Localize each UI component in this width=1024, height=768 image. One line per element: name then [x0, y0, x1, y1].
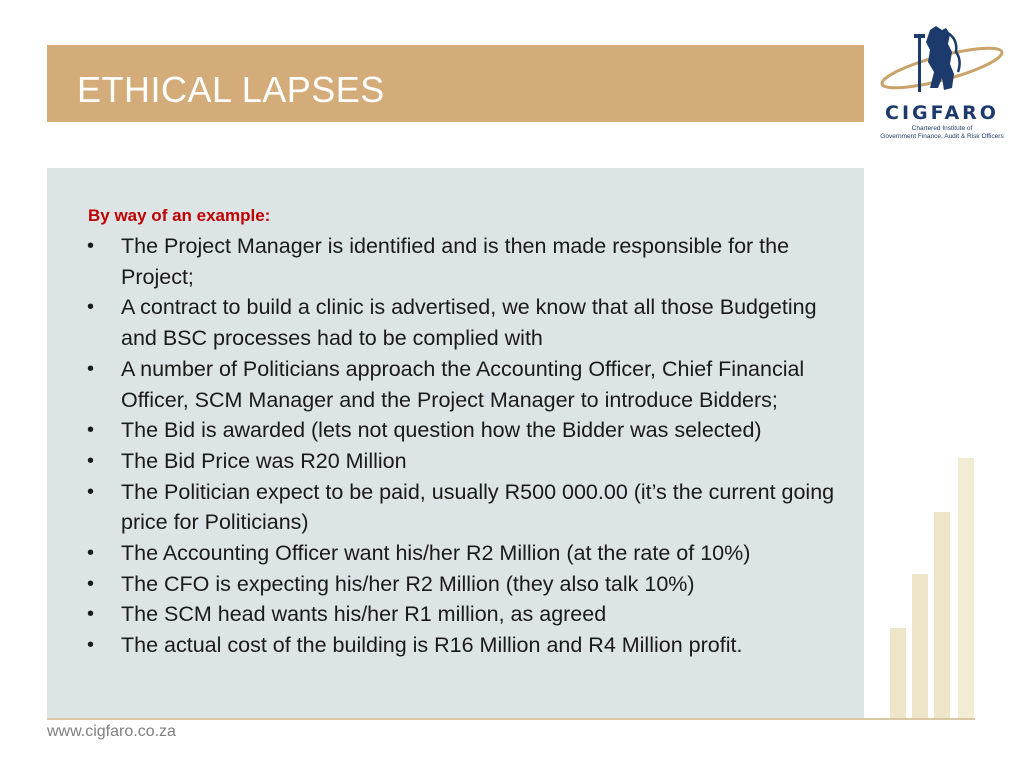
- list-item: [87, 354, 857, 415]
- list-item-text: The Accounting Officer want his/her R2 Million (at the rate of 10%): [121, 541, 751, 566]
- intro-heading: By way of an example:: [88, 206, 271, 225]
- logo-wordmark: CIGFARO: [885, 102, 999, 124]
- list-item-text: The Politician expect to be paid, usually R500 000.00 (it’s the current going price for Politicians): [121, 479, 835, 535]
- bullet-icon: •: [87, 235, 95, 257]
- bullet-icon: •: [87, 296, 95, 319]
- bullet-icon: •: [87, 572, 95, 595]
- list-item: [87, 292, 857, 353]
- list-item: [87, 446, 857, 477]
- slide-title: ETHICAL LAPSES: [77, 69, 385, 110]
- content-panel: [47, 168, 864, 718]
- list-item-text: The SCM head wants his/her R1 million, as agreed: [121, 602, 607, 627]
- list-item: [87, 231, 857, 292]
- logo-subtitle: [872, 125, 1012, 140]
- bullet-icon: •: [87, 480, 95, 503]
- list-item-text: The Bid is awarded (lets not question how the Bidder was selected): [121, 418, 762, 443]
- bullet-icon: •: [87, 603, 95, 626]
- list-item: [87, 477, 857, 538]
- list-item: [87, 415, 857, 446]
- cigfaro-logo: [872, 22, 1012, 142]
- list-item: [87, 630, 857, 661]
- title-bar: [47, 45, 864, 122]
- list-item-text: The Project Manager is identified and is then made responsible for the Project;: [121, 234, 790, 289]
- logo-subtitle-line2: Government Finance, Audit & Risk Officers: [880, 132, 1004, 140]
- decorative-bar: [958, 458, 974, 720]
- decorative-bar: [890, 628, 906, 720]
- footer-divider: [47, 718, 975, 720]
- logo-subtitle-line1: Chartered Institute of: [911, 125, 973, 132]
- footer-url: www.cigfaro.co.za: [47, 723, 176, 740]
- list-item-text: A contract to build a clinic is advertised, we know that all those Budgeting and BSC processes had to be complied with: [121, 295, 817, 351]
- list-item-text: The Bid Price was R20 Million: [121, 448, 407, 473]
- decorative-bars: [864, 455, 984, 720]
- bullet-icon: •: [87, 357, 95, 380]
- bullet-list: [87, 231, 857, 661]
- list-item-text: The actual cost of the building is R16 Million and R4 Million profit.: [121, 633, 743, 658]
- list-item: [87, 569, 857, 600]
- lion-emblem-icon: [872, 22, 1012, 104]
- list-item-text: The CFO is expecting his/her R2 Million (they also talk 10%): [121, 571, 695, 596]
- bullet-icon: •: [87, 634, 95, 657]
- decorative-bar: [934, 512, 950, 720]
- bullet-icon: •: [87, 449, 95, 472]
- bullet-icon: •: [87, 542, 95, 565]
- list-item: [87, 599, 857, 630]
- list-item: [87, 538, 857, 569]
- decorative-bar: [912, 574, 928, 720]
- bullet-icon: •: [87, 419, 95, 442]
- list-item-text: A number of Politicians approach the Accounting Officer, Chief Financial Officer, SCM Manager and the Project Manager to introduce Bidders;: [121, 356, 805, 412]
